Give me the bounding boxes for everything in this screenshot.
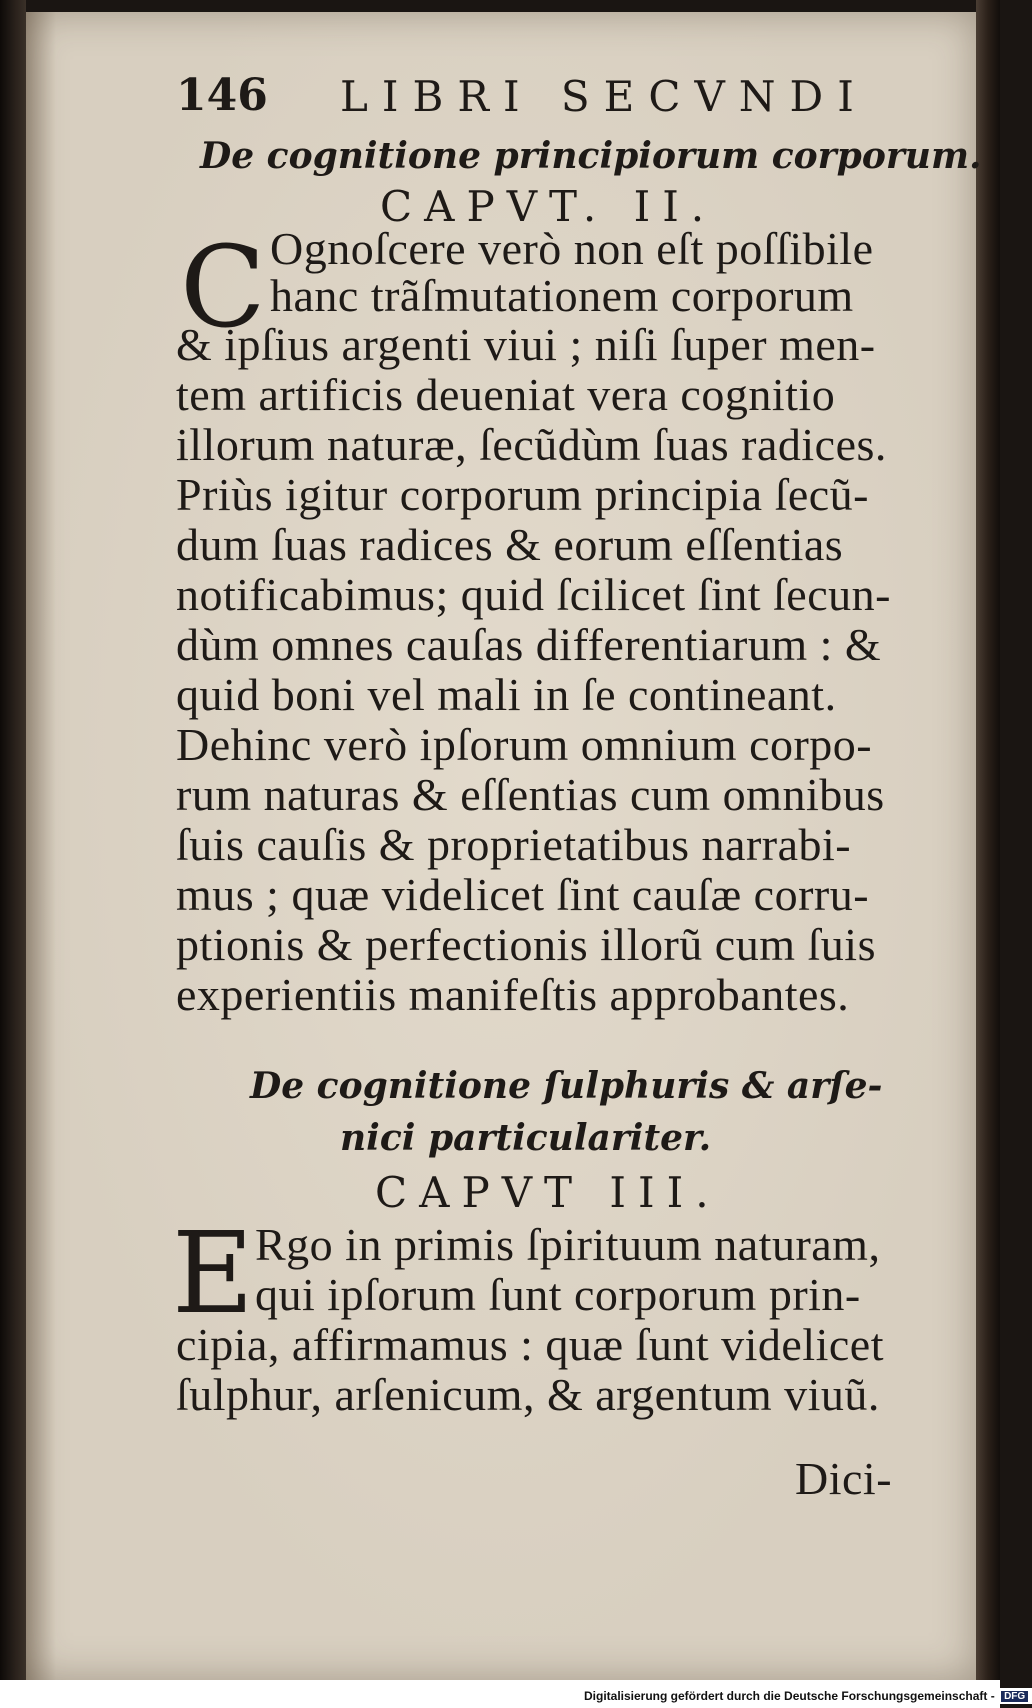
chapter-3-dropcap: E [172, 1209, 254, 1339]
book-fore-edge [976, 0, 1000, 1690]
chapter-2-title: De cognitione principiorum corporum. [200, 135, 982, 177]
chapter-3-heading: CAPVT III. [375, 1168, 721, 1217]
chapter-3-line: ſulphur, arſenicum, & argentum viuũ. [176, 1369, 880, 1420]
chapter-2-line: hanc trãſmutationem corporum [270, 270, 854, 321]
chapter-2-line: Priùs igitur corporum principia ſecũ- [176, 469, 870, 520]
chapter-3-title-line-1: De cognitione ſulphuris & arſe- [250, 1065, 883, 1107]
chapter-2-line: mus ; quæ videlicet ſint cauſæ corru- [176, 869, 870, 920]
digitization-credit-text: Digitalisierung gefördert durch die Deutsche Forschungsgemeinschaft - [584, 1689, 995, 1703]
catchword: Dici- [795, 1453, 893, 1504]
chapter-2-line: tem artificis deueniat vera cognitio [176, 369, 836, 420]
digitization-credit [580, 1688, 1032, 1704]
chapter-3-title-line-2: nici particulariter. [340, 1117, 712, 1159]
chapter-2-line: dùm omnes cauſas differentiarum : & [176, 619, 882, 670]
dfg-logo: DFG [1001, 1691, 1028, 1702]
chapter-2-heading: CAPVT. II. [380, 182, 717, 231]
chapter-2-dropcap: C [180, 223, 266, 353]
chapter-2-line: notificabimus; quid ſcilicet ſint ſecun- [176, 569, 891, 620]
chapter-2-line: illorum naturæ, ſecũdùm ſuas radices. [176, 419, 887, 470]
chapter-3-line: qui ipſorum ſunt corporum prin- [255, 1269, 861, 1320]
chapter-2-line: quid boni vel mali in ſe contineant. [176, 669, 837, 720]
chapter-2-line: experientiis manifeſtis approbantes. [176, 969, 850, 1020]
page-number: 146 [176, 70, 268, 121]
chapter-2-line: Ognoſcere verò non eſt poſſibile [270, 223, 874, 274]
chapter-2-line: ptionis & perfectionis illorũ cum ſuis [176, 919, 876, 970]
chapter-2-line: & ipſius argenti viui ; niſi ſuper men- [176, 319, 876, 370]
book-spine-edge [0, 0, 26, 1690]
chapter-2-line: dum ſuas radices & eorum eſſentias [176, 519, 844, 570]
chapter-2-line: Dehinc verò ipſorum omnium corpo- [176, 719, 873, 770]
chapter-2-line: ſuis cauſis & proprietatibus narrabi- [176, 819, 852, 870]
running-title: LIBRI SECVNDI [340, 72, 868, 121]
chapter-3-line: Rgo in primis ſpirituum naturam, [255, 1219, 881, 1270]
chapter-3-line: cipia, affirmamus : quæ ſunt videlicet [176, 1319, 884, 1370]
chapter-2-line: rum naturas & eſſentias cum omnibus [176, 769, 885, 820]
